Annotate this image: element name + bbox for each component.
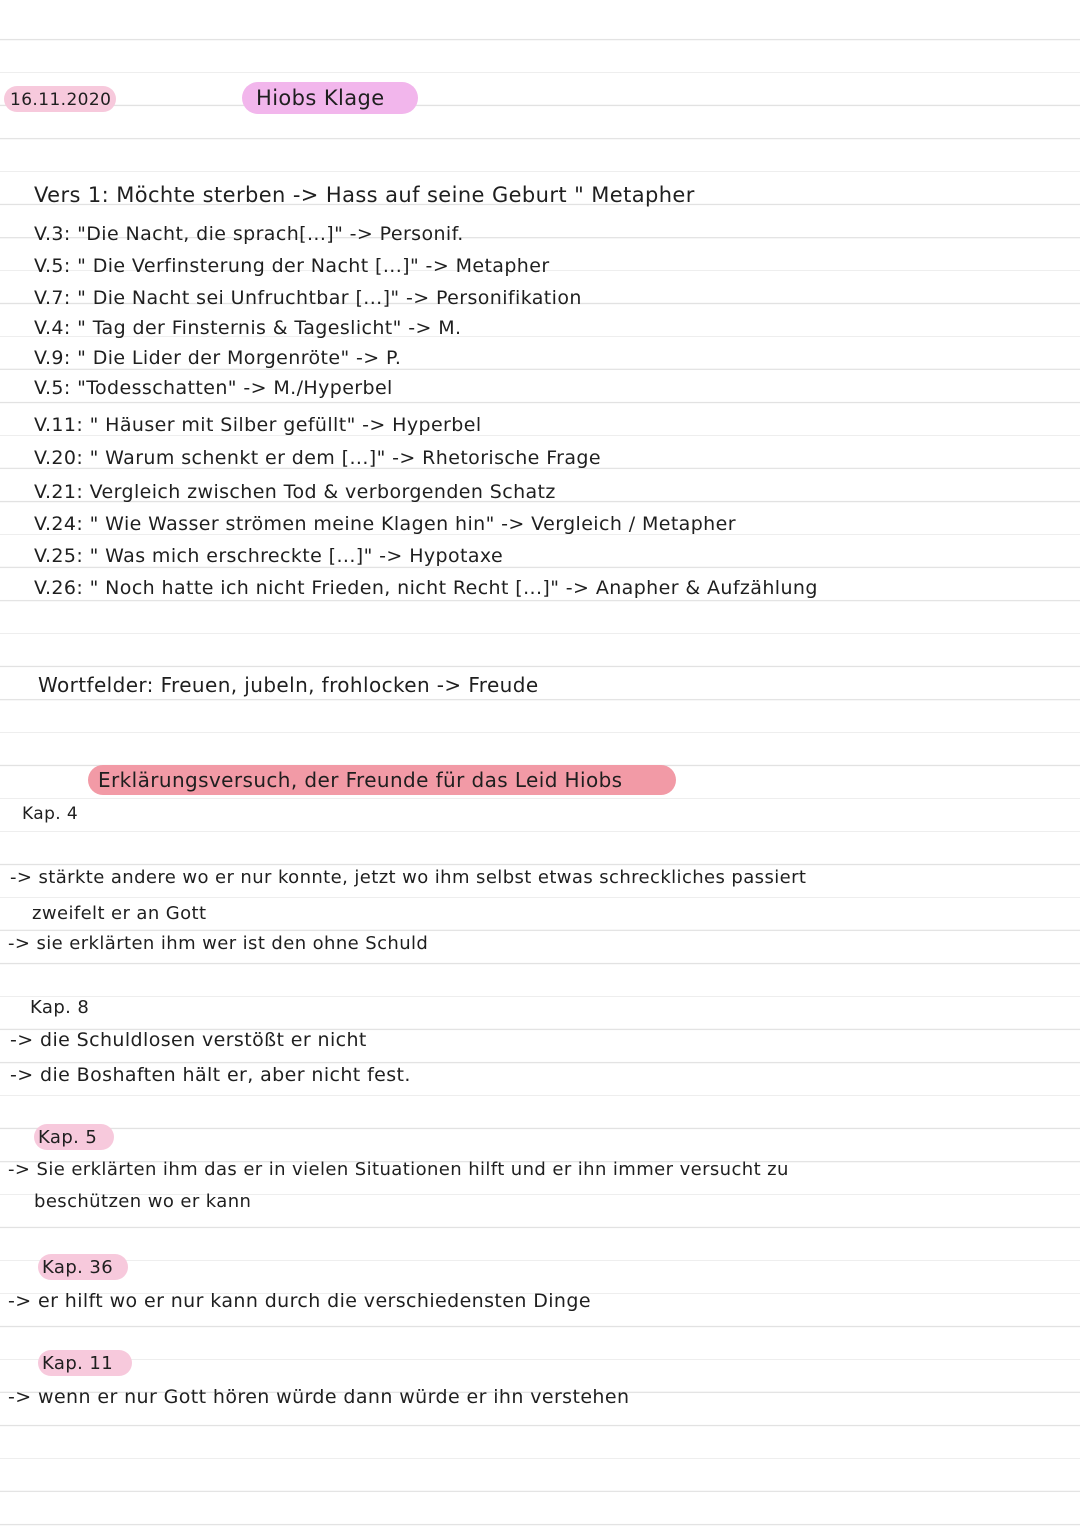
- chapter-line: beschützen wo er kann: [34, 1191, 252, 1212]
- chapter-line: -> Sie erklärten ihm das er in vielen Situationen hilft und er ihn immer versucht zu: [8, 1159, 789, 1180]
- chapter-line: -> sie erklärten ihm wer ist den ohne Schuld: [8, 933, 429, 954]
- verse-line: V.3: "Die Nacht, die sprach[...]" -> Personif.: [34, 223, 464, 245]
- verse-line: V.11: " Häuser mit Silber gefüllt" -> Hyperbel: [34, 414, 482, 436]
- verse-line: V.7: " Die Nacht sei Unfruchtbar [...]" -> Personifikation: [34, 287, 582, 309]
- verse-line: V.5: "Todesschatten" -> M./Hyperbel: [34, 377, 393, 399]
- chapter-line: -> stärkte andere wo er nur konnte, jetzt wo ihm selbst etwas schreckliches passiert: [10, 867, 807, 888]
- section-title: Erklärungsversuch, der Freunde für das Leid Hiobs: [98, 768, 623, 792]
- chapter-label: Kap. 11: [42, 1353, 114, 1374]
- chapter-label: Kap. 4: [22, 804, 79, 824]
- chapter-label: Kap. 8: [30, 997, 90, 1018]
- verse-line: V.26: " Noch hatte ich nicht Frieden, nicht Recht [...]" -> Anapher & Aufzählung: [34, 577, 818, 599]
- chapter-line: zweifelt er an Gott: [32, 903, 207, 924]
- page-title: Hiobs Klage: [256, 86, 385, 110]
- verse-line: V.4: " Tag der Finsternis & Tageslicht" -> M.: [34, 317, 462, 339]
- verse-line: V.25: " Was mich erschreckte [...]" -> Hypotaxe: [34, 545, 504, 567]
- chapter-line: -> er hilft wo er nur kann durch die verschiedensten Dinge: [8, 1290, 591, 1312]
- chapter-line: -> die Boshaften hält er, aber nicht fest.: [10, 1064, 411, 1086]
- wortfelder-line: Wortfelder: Freuen, jubeln, frohlocken -> Freude: [38, 673, 539, 697]
- verse-line: V.20: " Warum schenkt er dem [...]" -> Rhetorische Frage: [34, 447, 601, 469]
- verse-line: V.24: " Wie Wasser strömen meine Klagen hin" -> Vergleich / Metapher: [34, 513, 736, 535]
- verse-line: V.5: " Die Verfinsterung der Nacht [...]" -> Metapher: [34, 255, 550, 277]
- verse-line: V.21: Vergleich zwischen Tod & verborgenden Schatz: [34, 481, 556, 503]
- chapter-line: -> wenn er nur Gott hören würde dann würde er ihn verstehen: [8, 1386, 630, 1408]
- chapter-label: Kap. 5: [38, 1127, 98, 1148]
- date: 16.11.2020: [10, 90, 112, 110]
- chapter-line: -> die Schuldlosen verstößt er nicht: [10, 1029, 367, 1051]
- verse-line: Vers 1: Möchte sterben -> Hass auf seine Geburt " Metapher: [34, 183, 695, 207]
- verse-line: V.9: " Die Lider der Morgenröte" -> P.: [34, 347, 402, 369]
- chapter-label: Kap. 36: [42, 1257, 114, 1278]
